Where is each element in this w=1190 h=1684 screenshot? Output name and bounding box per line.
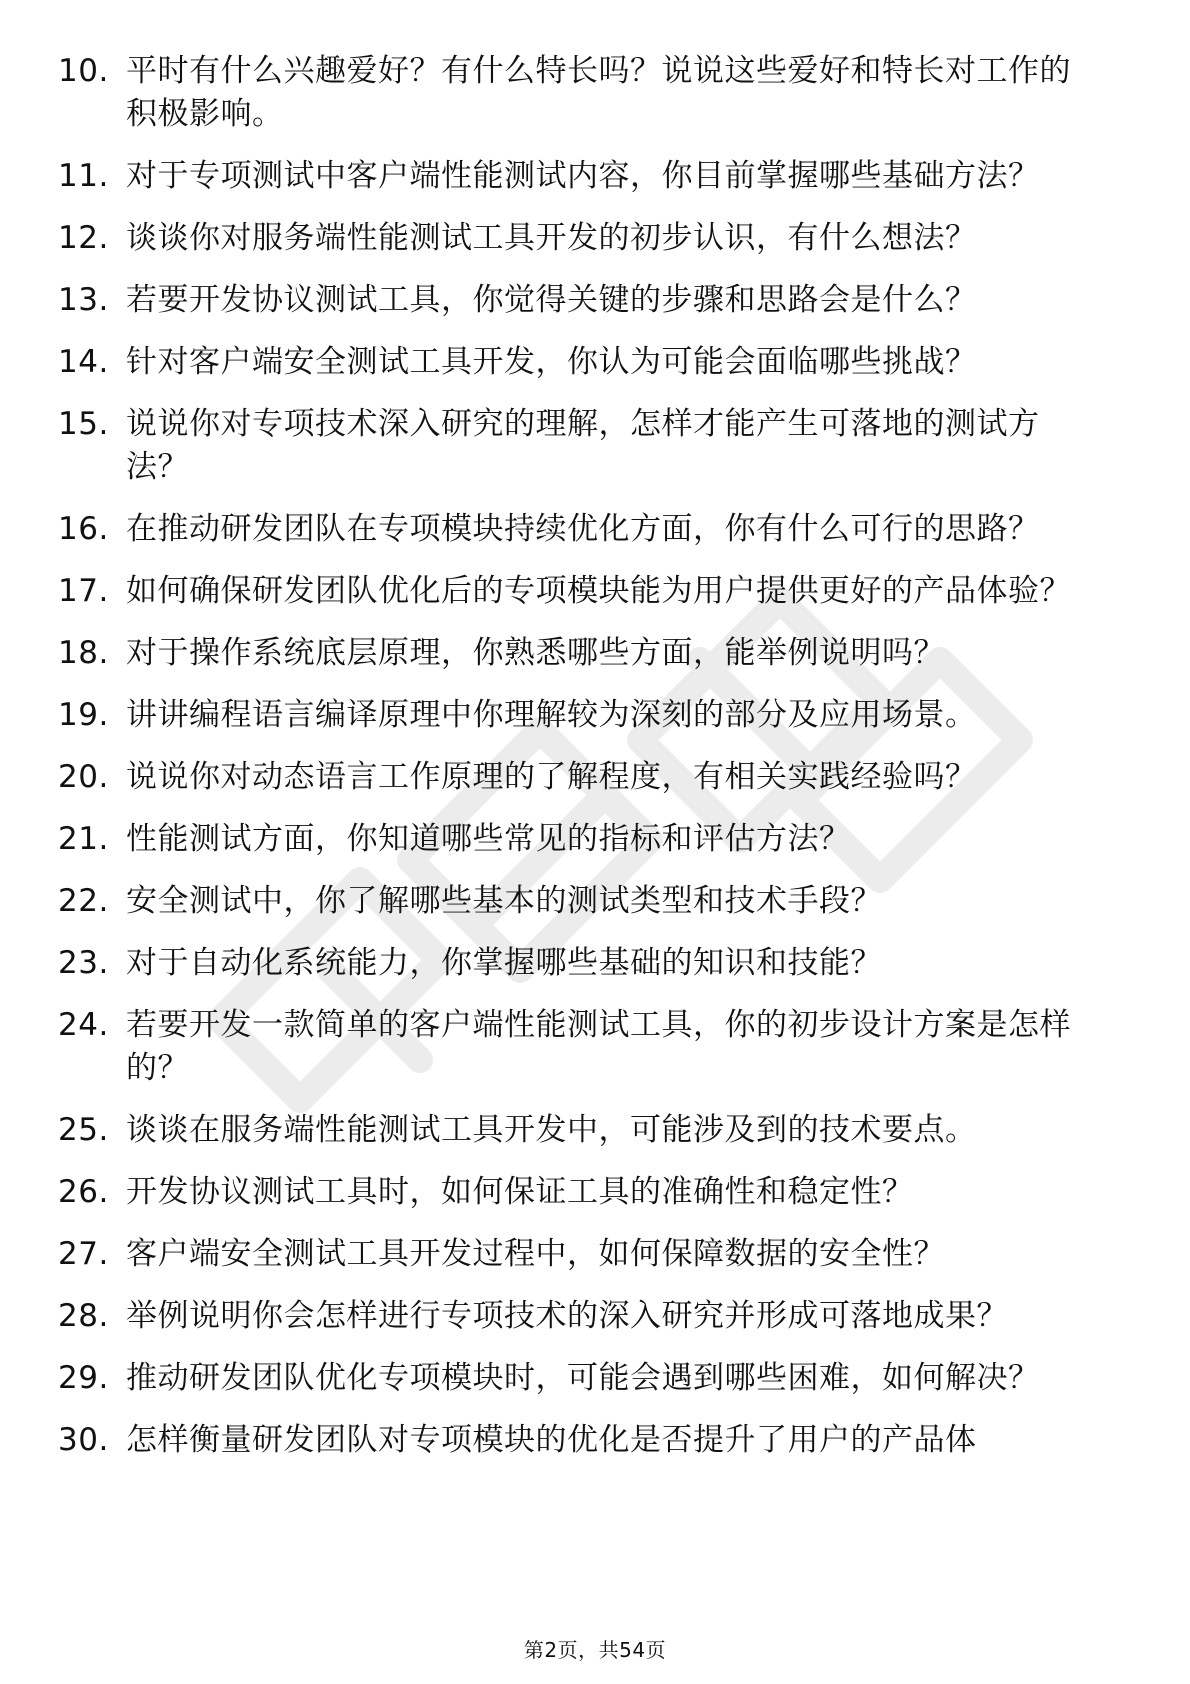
question-text: 开发协议测试工具时，如何保证工具的准确性和稳定性？ [126,1174,914,1210]
question-number: 24. [58,1007,109,1043]
question-number: 19. [58,697,109,733]
list-item [58,1004,1118,1090]
question-text: 平时有什么兴趣爱好？有什么特长吗？说说这些爱好和特长对工作的积极影响。 [126,53,1071,132]
question-text: 客户端安全测试工具开发过程中，如何保障数据的安全性？ [126,1236,945,1272]
question-text: 在推动研发团队在专项模块持续优化方面，你有什么可行的思路？ [126,511,1040,547]
list-item [58,1295,1118,1338]
question-number: 11. [58,158,109,194]
question-text: 针对客户端安全测试工具开发，你认为可能会面临哪些挑战？ [126,344,977,380]
list-item [58,942,1118,985]
list-item [58,403,1118,489]
question-text: 谈谈你对服务端性能测试工具开发的初步认识，有什么想法？ [126,220,977,256]
question-text: 说说你对动态语言工作原理的了解程度，有相关实践经验吗？ [126,759,977,795]
question-list [58,50,1118,1481]
list-item [58,1109,1118,1152]
question-number: 30. [58,1422,109,1458]
list-item [58,341,1118,384]
page-footer: 第2页，共54页 [523,1638,667,1662]
list-item [58,570,1118,613]
question-number: 10. [58,53,109,89]
question-number: 14. [58,344,109,380]
question-text: 对于自动化系统能力，你掌握哪些基础的知识和技能？ [126,945,882,981]
list-item [58,1171,1118,1214]
list-item [58,1419,1118,1462]
question-number: 12. [58,220,109,256]
question-text: 推动研发团队优化专项模块时，可能会遇到哪些困难，如何解决？ [126,1360,1040,1396]
question-number: 13. [58,282,109,318]
question-number: 16. [58,511,109,547]
question-text: 对于专项测试中客户端性能测试内容，你目前掌握哪些基础方法？ [126,158,1040,194]
question-text: 若要开发一款简单的客户端性能测试工具，你的初步设计方案是怎样的？ [126,1007,1071,1086]
list-item [58,50,1118,136]
question-text: 安全测试中，你了解哪些基本的测试类型和技术手段？ [126,883,882,919]
list-item [58,694,1118,737]
list-item [58,756,1118,799]
question-text: 举例说明你会怎样进行专项技术的深入研究并形成可落地成果？ [126,1298,1008,1334]
question-number: 29. [58,1360,109,1396]
question-number: 18. [58,635,109,671]
list-item [58,279,1118,322]
question-number: 22. [58,883,109,919]
question-number: 17. [58,573,109,609]
question-text: 若要开发协议测试工具，你觉得关键的步骤和思路会是什么？ [126,282,977,318]
list-item [58,1357,1118,1400]
list-item [58,508,1118,551]
question-text: 讲讲编程语言编译原理中你理解较为深刻的部分及应用场景。 [126,697,977,733]
question-number: 20. [58,759,109,795]
question-text: 性能测试方面，你知道哪些常见的指标和评估方法？ [126,821,851,857]
question-number: 15. [58,406,109,442]
question-number: 26. [58,1174,109,1210]
question-number: 27. [58,1236,109,1272]
question-number: 23. [58,945,109,981]
list-item [58,155,1118,198]
question-text: 如何确保研发团队优化后的专项模块能为用户提供更好的产品体验？ [126,573,1071,609]
list-item [58,217,1118,260]
question-text: 对于操作系统底层原理，你熟悉哪些方面，能举例说明吗？ [126,635,945,671]
list-item [58,1233,1118,1276]
question-number: 25. [58,1112,109,1148]
question-number: 21. [58,821,109,857]
question-number: 28. [58,1298,109,1334]
list-item [58,818,1118,861]
list-item [58,880,1118,923]
question-text: 谈谈在服务端性能测试工具开发中，可能涉及到的技术要点。 [126,1112,977,1148]
question-text: 说说你对专项技术深入研究的理解，怎样才能产生可落地的测试方法？ [126,406,1040,485]
question-text: 怎样衡量研发团队对专项模块的优化是否提升了用户的产品体 [126,1422,977,1458]
list-item [58,632,1118,675]
